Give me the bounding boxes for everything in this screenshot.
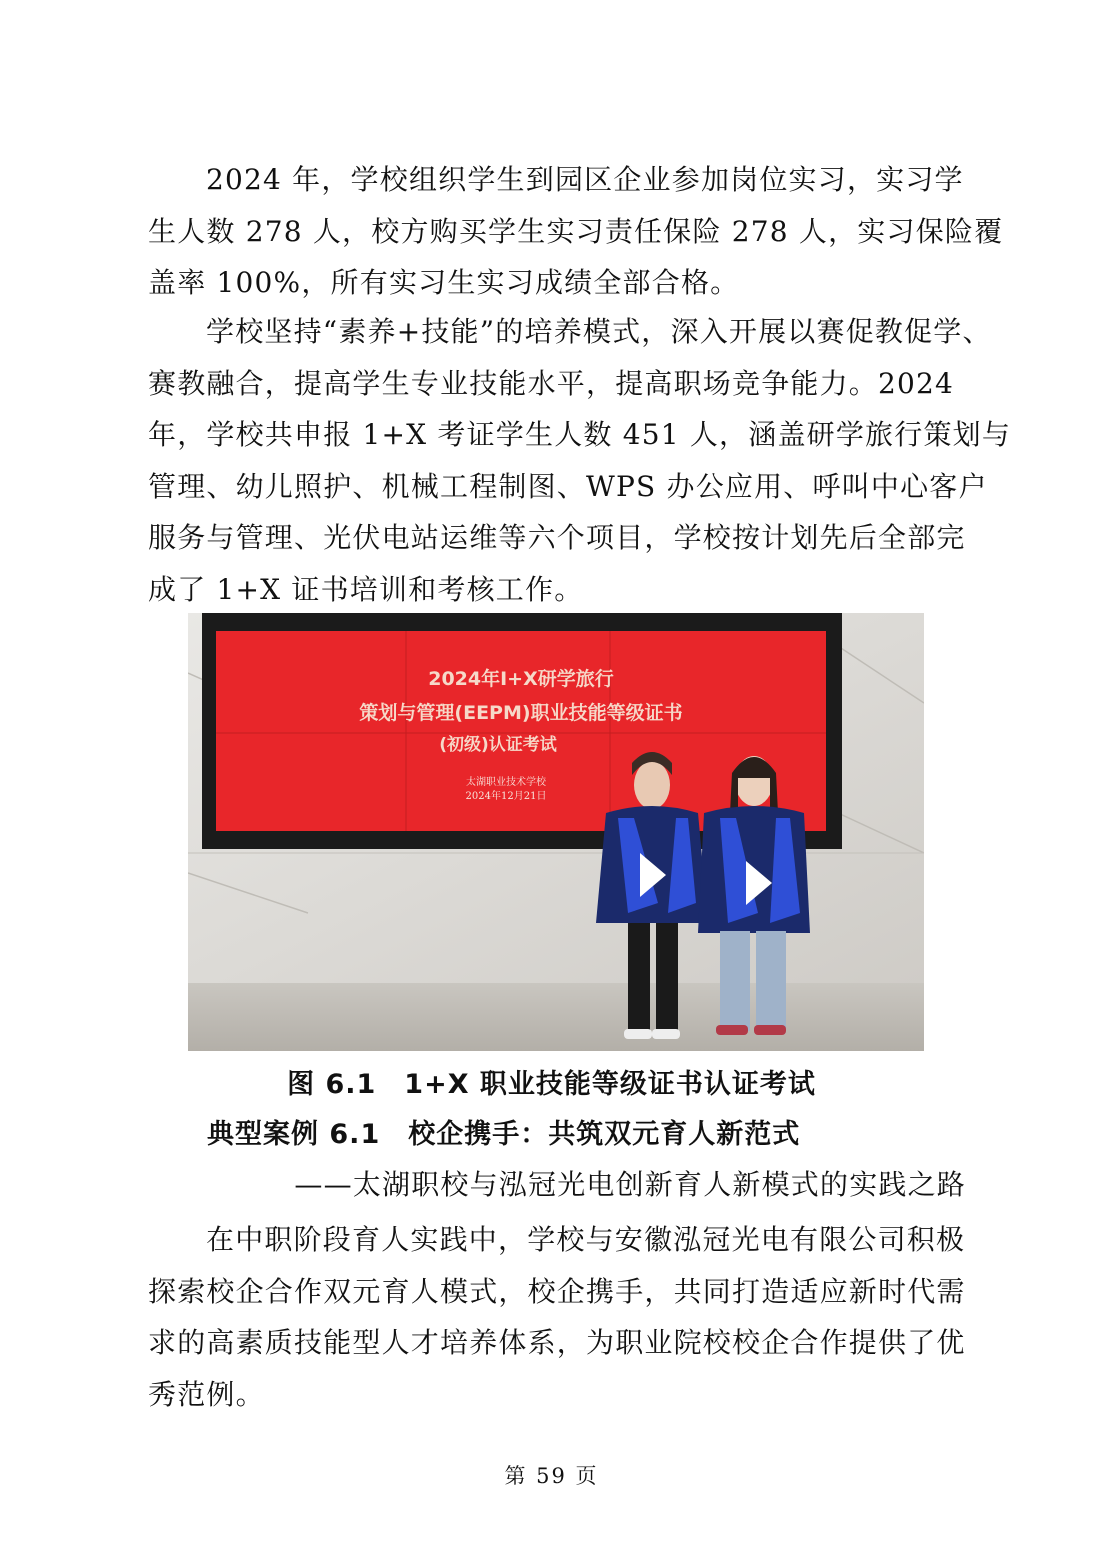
paragraph-certification [148, 306, 1012, 615]
screen-date: 2024年12月21日 [465, 791, 547, 802]
text-line: 成了 1+X 证书培训和考核工作。 [148, 572, 584, 606]
page-number: 第 59 页 [504, 1464, 599, 1488]
text-line: 赛教融合，提高学生专业技能水平，提高职场竞争能力。2024 [148, 366, 955, 400]
figure-caption: 图 6.1 1+X 职业技能等级证书认证考试 [287, 1069, 816, 1100]
text-line: 探索校企合作双元育人模式，校企携手，共同打造适应新时代需 [148, 1274, 966, 1308]
screen-school: 太湖职业技术学校 [466, 777, 546, 788]
text-line: 在中职阶段育人实践中，学校与安徽泓冠光电有限公司积极 [206, 1223, 966, 1256]
screen-title-line2: 策划与管理(EEPM)职业技能等级证书 [359, 702, 683, 724]
text-line: 求的高素质技能型人才培养体系，为职业院校校企合作提供了优 [148, 1326, 966, 1359]
text-line: 2024 年，学校组织学生到园区企业参加岗位实习，实习学 [206, 163, 964, 196]
case-subtitle: ——太湖职校与泓冠光电创新育人新模式的实践之路 [294, 1168, 966, 1201]
text-line: 生人数 278 人，校方购买学生实习责任保险 278 人，实习保险覆 [148, 214, 1004, 248]
paragraph-internship [148, 154, 1004, 309]
exam-photo [188, 613, 924, 1051]
text-line: 盖率 100%，所有实习生实习成绩全部合格。 [148, 266, 740, 299]
text-line: 学校坚持“素养+技能”的培养模式，深入开展以赛促教促学、 [206, 315, 992, 348]
paragraph-case [148, 1214, 968, 1420]
screen-title-line3: (初级)认证考试 [439, 735, 557, 755]
text-line: 秀范例。 [148, 1377, 265, 1411]
screen-title-line1: 2024年I+X研学旅行 [428, 668, 614, 690]
text-line: 服务与管理、光伏电站运维等六个项目，学校按计划先后全部完 [148, 521, 966, 554]
text-line: 管理、幼儿照护、机械工程制图、WPS 办公应用、呼叫中心客户 [148, 469, 988, 503]
case-title: 典型案例 6.1 校企携手：共筑双元育人新范式 [207, 1119, 801, 1150]
text-line: 年，学校共申报 1+X 考证学生人数 451 人，涵盖研学旅行策划与 [148, 418, 1012, 451]
